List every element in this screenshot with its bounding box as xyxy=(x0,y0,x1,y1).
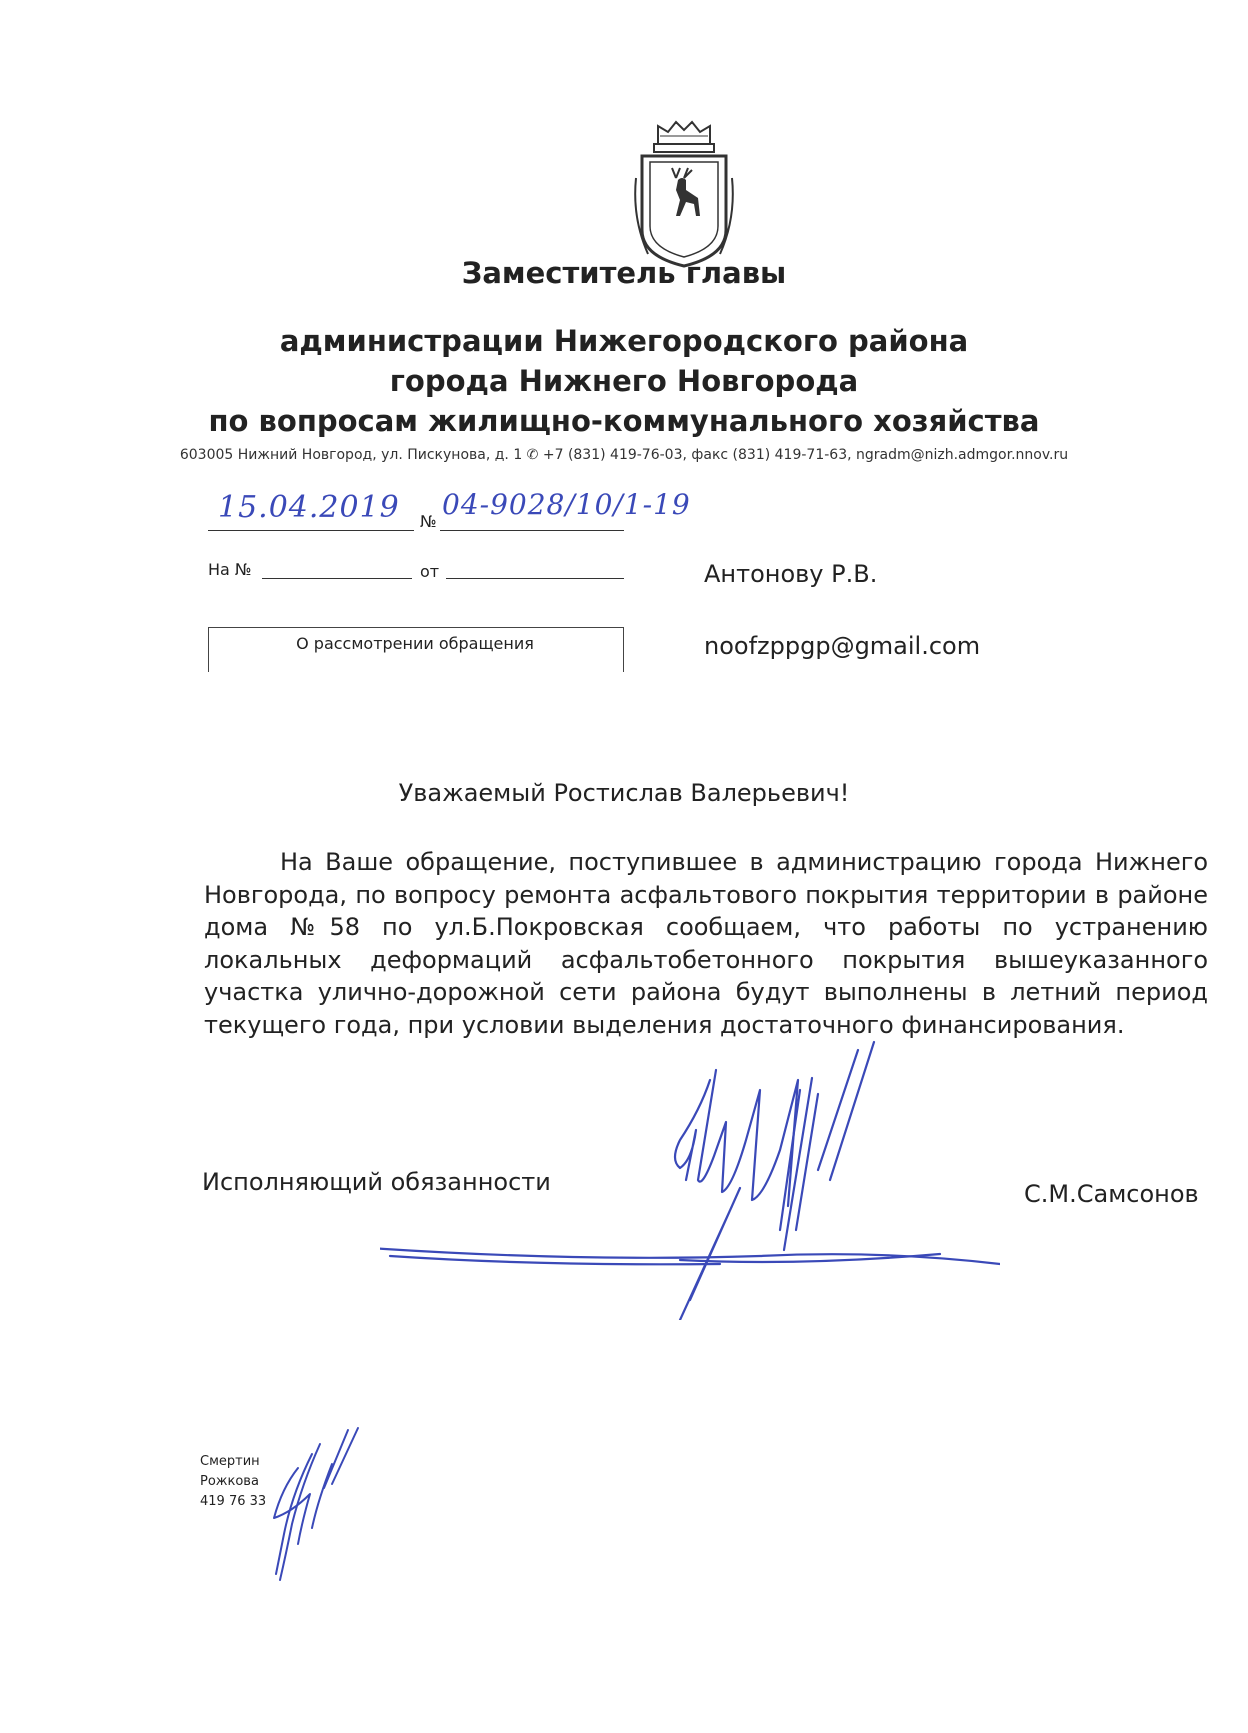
letterhead-title-line-1: Заместитель главы xyxy=(461,256,787,290)
registration-number: 04-9028/10/1-19 xyxy=(442,488,691,521)
ref-number-underline xyxy=(262,578,412,579)
letterhead-title-line-3: города Нижнего Новгорода xyxy=(389,364,859,398)
ref-date-label: от xyxy=(420,562,440,581)
executor-initials-signature xyxy=(262,1424,372,1584)
executor-2: Рожкова xyxy=(200,1474,259,1489)
ref-number-label: На № xyxy=(208,560,252,579)
ref-date-underline xyxy=(446,578,624,579)
registration-date: 15.04.2019 xyxy=(218,490,400,525)
executor-phone: 419 76 33 xyxy=(200,1494,267,1509)
subject-text: О рассмотрении обращения xyxy=(296,634,534,653)
letterhead-title-line-2: администрации Нижегородского района xyxy=(279,324,969,358)
recipient-email: noofzppgp@gmail.com xyxy=(704,632,981,660)
number-label: № xyxy=(420,512,437,531)
handwritten-signature xyxy=(380,1030,1000,1320)
salutation: Уважаемый Ростислав Валерьевич! xyxy=(398,779,850,807)
recipient-name: Антонову Р.В. xyxy=(704,560,878,588)
signature-position: Исполняющий обязанности xyxy=(202,1168,551,1196)
date-underline xyxy=(208,530,414,531)
letterhead-title-line-4: по вопросам жилищно-коммунального хозяйства xyxy=(208,404,1040,438)
body-paragraph: На Ваше обращение, поступившее в администрацию города Нижнего Новгорода, по вопросу ремонта асфальтового покрытия территории в районе дома №58 по ул.Б.Покровская сообщаем, что работы по устранению локальных деформаций асфальтобетонного покрытия вышеуказанного участка улично-дорожной сети района будут выполнены в летний период текущего года, при условии выделения достаточного финансирования. xyxy=(204,848,1208,1039)
executor-1: Смертин xyxy=(200,1454,260,1469)
signatory-name: С.М.Самсонов xyxy=(1024,1180,1199,1208)
coat-of-arms-emblem xyxy=(628,118,740,270)
letterhead-address: 603005 Нижний Новгород, ул. Пискунова, д. 1 ✆ +7 (831) 419-76-03, факс (831) 419-71-63, ngradm@nizh.admgor.nnov.ru xyxy=(179,447,1069,463)
number-underline xyxy=(440,530,624,531)
